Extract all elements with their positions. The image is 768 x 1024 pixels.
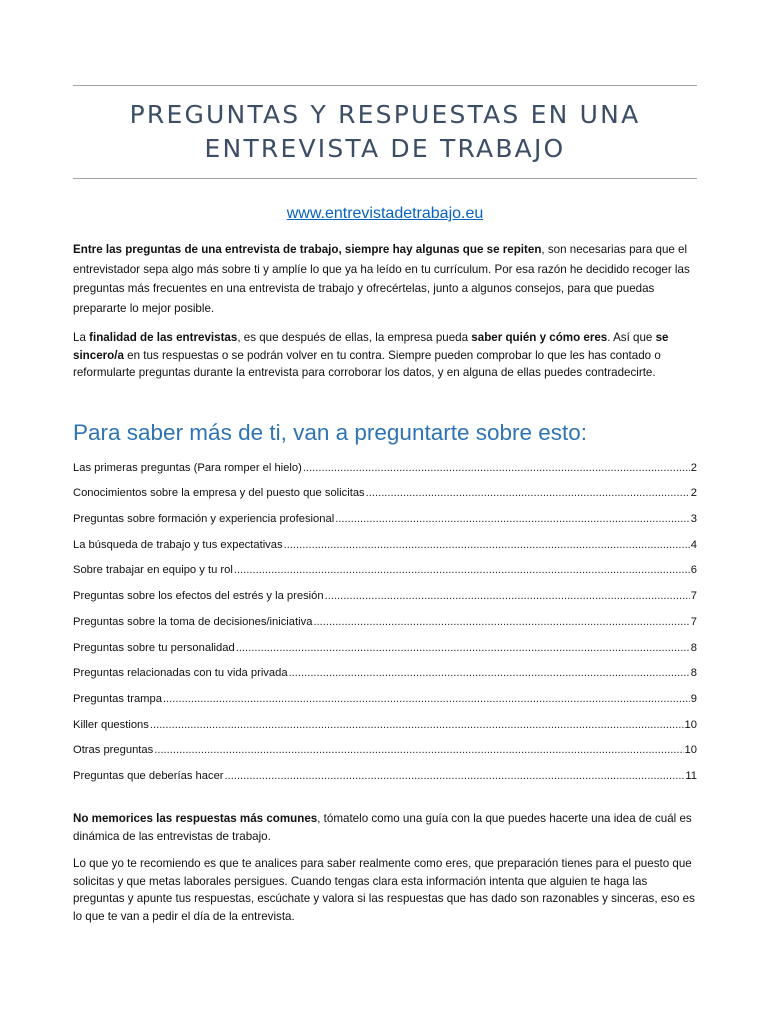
toc-item-label: Preguntas trampa — [73, 692, 162, 705]
toc-item[interactable] — [73, 757, 697, 783]
toc-item[interactable] — [73, 577, 697, 603]
toc-item[interactable] — [73, 629, 697, 655]
toc-item-page: 2 — [690, 461, 697, 474]
intro-p1-text: , son necesarias para que el entrevistador sepa algo más sobre ti y amplíe lo que ya ha leído en tu currículum. Por esa razón he decidido recoger las preguntas más frecuentes en una entrevista de trabajo y ofrecértelas, junto a algunos consejos, para que puedas prepararte lo mejor posible. — [73, 243, 690, 315]
intro-p2-e: . Así que — [607, 331, 656, 344]
toc-item[interactable] — [73, 552, 697, 578]
toc-leader-dots — [163, 692, 690, 706]
title-bottom-rule — [73, 178, 697, 179]
toc-item-page: 7 — [690, 615, 697, 628]
toc-leader-dots — [225, 769, 685, 783]
intro-p2-c: , es que después de ellas, la empresa pueda — [237, 331, 472, 344]
intro-p2-f: se sincero/a — [73, 331, 669, 362]
toc-item[interactable] — [73, 449, 697, 475]
toc-item[interactable] — [73, 680, 697, 706]
toc-leader-dots — [366, 486, 690, 500]
intro-p2-a: La — [73, 331, 90, 344]
toc-item-label: Conocimientos sobre la empresa y del puesto que solicitas — [73, 487, 365, 500]
toc-leader-dots — [234, 563, 690, 577]
toc-item-page: 3 — [690, 513, 697, 526]
toc-item-label: Preguntas sobre tu personalidad — [73, 641, 235, 654]
toc-leader-dots — [236, 641, 690, 655]
intro-p2-d: saber quién y cómo eres — [471, 331, 608, 344]
toc-item-label: La búsqueda de trabajo y tus expectativas — [73, 538, 283, 551]
intro-paragraph-1 — [73, 240, 697, 318]
outro-p3-text: , tómatelo como una guía con la que puedes hacerte una idea de cuál es dinámica de las entrevistas de trabajo. — [73, 812, 692, 843]
outro-paragraph-2: Lo que yo te recomiendo es que te analices para saber realmente como eres, que preparación tienes para el puesto que solicitas y que metas laborales persigues. Cuando tengas clara esta información intenta que alguien te haga las preguntas y apunte tus respuestas, escúchate y valora si las respuestas que has dado son razonables y sinceras, eso es lo que te van a pedir el día de la entrevista. — [73, 857, 695, 923]
toc-item-page: 10 — [684, 744, 697, 757]
website-link[interactable]: www.entrevistadetrabajo.eu — [286, 205, 484, 222]
toc-item-page: 7 — [690, 590, 697, 603]
intro-p1-bold: Entre las preguntas de una entrevista de trabajo, siempre hay algunas que se repiten — [73, 243, 542, 256]
toc-item[interactable] — [73, 526, 697, 552]
toc-item-page: 2 — [690, 487, 697, 500]
toc-item[interactable] — [73, 655, 697, 681]
toc-item-label: Otras preguntas — [73, 744, 154, 757]
toc-item-page: 4 — [690, 538, 697, 551]
toc-item-page: 11 — [685, 769, 697, 782]
toc-item-page: 9 — [690, 692, 697, 705]
document-title: PREGUNTAS Y RESPUESTAS EN UNA ENTREVISTA DE TRABAJO — [129, 100, 641, 163]
intro-p2-b: finalidad de las entrevistas — [89, 331, 238, 344]
outro-p3-bold: No memorices las respuestas más comunes — [73, 812, 318, 825]
title-top-rule — [73, 85, 697, 86]
toc-leader-dots — [150, 718, 684, 732]
toc-item-page: 8 — [690, 641, 697, 654]
section-heading: Para saber más de ti, van a preguntarte sobre esto: — [73, 420, 588, 445]
outro-paragraph-1 — [73, 810, 697, 846]
toc-leader-dots — [303, 461, 690, 475]
toc-item-page: 8 — [690, 667, 697, 680]
toc-item[interactable] — [73, 500, 697, 526]
toc-item-label: Preguntas sobre la toma de decisiones/iniciativa — [73, 615, 313, 628]
toc-item[interactable] — [73, 475, 697, 501]
intro-paragraph-2 — [73, 329, 697, 382]
toc-item-page: 6 — [690, 564, 697, 577]
toc-item-label: Preguntas sobre formación y experiencia profesional — [73, 513, 335, 526]
toc-item[interactable] — [73, 706, 697, 732]
intro-p2-g: en tus respuestas o se podrán volver en tu contra. Siempre pueden comprobar lo que les has contado o reformularte preguntas durante la entrevista para corroborar los datos, y en alguna de ellas puedes contradecirte. — [73, 348, 661, 379]
toc-leader-dots — [325, 589, 690, 603]
toc-item[interactable] — [73, 732, 697, 758]
toc-leader-dots — [313, 615, 689, 629]
toc-leader-dots — [289, 666, 690, 680]
toc-item-page: 10 — [684, 718, 697, 731]
toc-item-label: Preguntas sobre los efectos del estrés y la presión — [73, 590, 324, 603]
table-of-contents — [73, 449, 697, 783]
toc-item-label: Preguntas que deberías hacer — [73, 769, 224, 782]
toc-item-label: Sobre trabajar en equipo y tu rol — [73, 564, 233, 577]
toc-leader-dots — [284, 538, 690, 552]
toc-item-label: Preguntas relacionadas con tu vida privada — [73, 667, 288, 680]
toc-leader-dots — [335, 512, 690, 526]
toc-item-label: Las primeras preguntas (Para romper el hielo) — [73, 461, 302, 474]
toc-item-label: Killer questions — [73, 718, 149, 731]
toc-leader-dots — [154, 743, 683, 757]
toc-item[interactable] — [73, 603, 697, 629]
